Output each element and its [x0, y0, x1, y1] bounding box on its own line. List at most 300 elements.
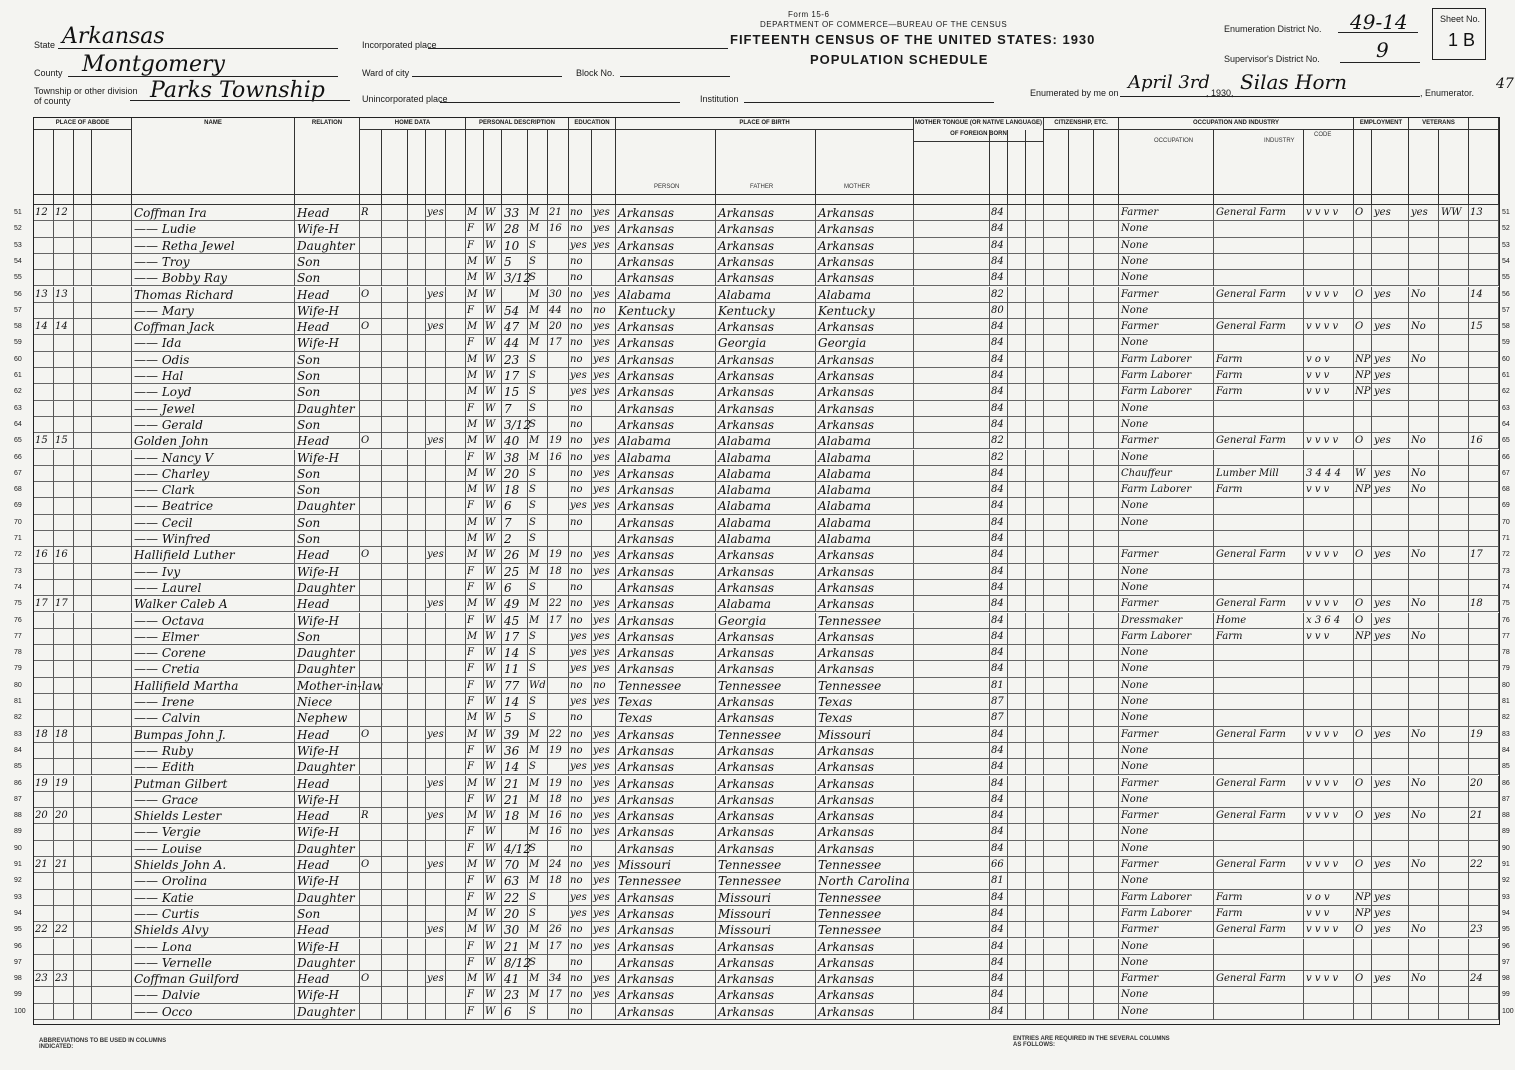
column-header-dw [34, 130, 54, 194]
cell-pb: Arkansas [616, 759, 716, 775]
cell-radio [426, 661, 446, 677]
cell-farm [1469, 515, 1499, 531]
cell-war [1439, 1004, 1469, 1020]
cell-imm [1044, 922, 1069, 938]
census-row [14, 792, 1510, 808]
cell-ind: Farm [1214, 890, 1304, 906]
cell-nat [1069, 759, 1094, 775]
cell-sch: no [569, 580, 592, 596]
cell-blank [92, 808, 132, 824]
cell-sch: no [569, 710, 592, 726]
cell-pb: Arkansas [616, 629, 716, 645]
cell-mar: S [528, 955, 548, 971]
cell-fb: Alabama [716, 498, 816, 514]
group-relation: RELATION [295, 118, 360, 130]
line-number-right: 79 [1502, 665, 1510, 673]
cell-own [360, 352, 382, 368]
cell-am: 30 [548, 287, 569, 303]
cell-mb: Arkansas [816, 254, 914, 270]
cell-name: —— Charley [132, 466, 295, 482]
cell-mb: North Carolina [816, 873, 914, 889]
cell-own [360, 922, 382, 938]
cell-age: 21 [502, 776, 528, 792]
cell-c3 [1026, 694, 1044, 710]
cell-c2 [1008, 1004, 1026, 1020]
cell-occ: None [1119, 1004, 1214, 1020]
cell-mar: M [528, 808, 548, 824]
cell-pb: Arkansas [616, 890, 716, 906]
cell-fb: Arkansas [716, 319, 816, 335]
cell-farm [1469, 792, 1499, 808]
line-number-right: 88 [1502, 812, 1510, 820]
cell-age: 23 [502, 352, 528, 368]
cell-farmh [446, 727, 466, 743]
cell-visit [74, 352, 92, 368]
cell-race: W [484, 450, 502, 466]
cell-blank [92, 939, 132, 955]
cell-pb: Arkansas [616, 792, 716, 808]
line-number: 99 [14, 991, 22, 999]
cell-eng [1094, 270, 1119, 286]
cell-farmh [446, 287, 466, 303]
cell-ocode: v v v [1304, 482, 1354, 498]
cell-read: yes [592, 808, 616, 824]
cell-own [360, 482, 382, 498]
column-header-name [132, 130, 295, 194]
cell-sch: yes [569, 694, 592, 710]
cell-vet [1409, 238, 1439, 254]
subhead-mother: MOTHER [844, 184, 870, 190]
cell-blank [92, 450, 132, 466]
cell-mb: Texas [816, 710, 914, 726]
cell-am: 16 [548, 808, 569, 824]
cell-read: yes [592, 890, 616, 906]
cell-war [1439, 890, 1469, 906]
cell-radio [426, 890, 446, 906]
cell-ind [1214, 580, 1304, 596]
cell-radio [426, 221, 446, 237]
cell-code: 84 [990, 564, 1008, 580]
cell-work [1372, 759, 1409, 775]
cell-visit [74, 580, 92, 596]
cell-mb: Tennessee [816, 906, 914, 922]
census-row [14, 776, 1510, 792]
cell-lang [914, 776, 990, 792]
cell-age: 4/12 [504, 841, 531, 856]
cell-ocode: v v v v [1304, 776, 1354, 792]
cell-dw [34, 841, 54, 857]
cell-am [548, 694, 569, 710]
form-footer [33, 1024, 1498, 1068]
cell-fb: Arkansas [716, 417, 816, 433]
cell-blank [92, 841, 132, 857]
cell-lang [914, 417, 990, 433]
census-row [14, 645, 1510, 661]
cell-fb: Arkansas [716, 384, 816, 400]
cell-c3 [1026, 776, 1044, 792]
cell-read: no [592, 678, 616, 694]
cell-am [548, 629, 569, 645]
group-birth: PLACE OF BIRTH [616, 118, 914, 130]
group-employment: EMPLOYMENT [1354, 118, 1409, 130]
cell-work: yes [1372, 922, 1409, 938]
cell-c3 [1026, 841, 1044, 857]
cell-farmh [446, 710, 466, 726]
cell-age: 38 [502, 450, 528, 466]
cell-am [548, 384, 569, 400]
cell-war [1439, 841, 1469, 857]
cell-eng [1094, 205, 1119, 221]
cell-mar: S [528, 661, 548, 677]
cell-code: 84 [990, 613, 1008, 629]
cell-rel: Mother-in-law [297, 678, 383, 693]
cell-dw [34, 645, 54, 661]
cell-race: W [484, 270, 502, 286]
cell-mar: M [528, 873, 548, 889]
line-number: 100 [14, 1007, 26, 1015]
cell-am [548, 906, 569, 922]
cell-rel: Daughter [295, 955, 360, 971]
cell-code: 84 [990, 221, 1008, 237]
cell-name: —— Corene [132, 645, 295, 661]
cell-sex: F [466, 238, 484, 254]
cell-cls [1354, 515, 1372, 531]
cell-sch: no [569, 319, 592, 335]
cell-work [1372, 564, 1409, 580]
cell-am: 34 [548, 971, 569, 987]
cell-fb: Kentucky [716, 303, 816, 319]
cell-code: 84 [990, 596, 1008, 612]
cell-am: 22 [548, 596, 569, 612]
group-abode: PLACE OF ABODE [34, 118, 132, 130]
cell-c2 [1008, 335, 1026, 351]
cell-ind: Home [1214, 613, 1304, 629]
cell-fb: Alabama [716, 482, 816, 498]
cell-blank [92, 987, 132, 1003]
cell-age: 36 [502, 743, 528, 759]
cell-fb: Arkansas [716, 205, 816, 221]
cell-code: 82 [990, 433, 1008, 449]
cell-radio2 [408, 498, 426, 514]
line-number-right: 71 [1502, 535, 1510, 542]
cell-val [382, 205, 408, 221]
cell-nat [1069, 824, 1094, 840]
cell-occ: Farmer [1119, 547, 1214, 563]
cell-val [382, 694, 408, 710]
cell-sch: no [569, 205, 592, 221]
cell-age: 14 [502, 645, 528, 661]
cell-blank [92, 596, 132, 612]
cell-farm [1469, 482, 1499, 498]
column-header-radio [426, 130, 446, 194]
cell-nat [1069, 955, 1094, 971]
cell-c3 [1026, 661, 1044, 677]
cell-mb: Arkansas [816, 955, 914, 971]
cell-race: W [484, 613, 502, 629]
cell-radio [426, 710, 446, 726]
cell-age: 20 [502, 466, 528, 482]
cell-visit [74, 613, 92, 629]
cell-code: 84 [990, 352, 1008, 368]
cell-nat [1069, 873, 1094, 889]
cell-ocode [1304, 678, 1354, 694]
line-number-right: 89 [1502, 828, 1510, 836]
cell-c3 [1026, 824, 1044, 840]
cell-radio2 [408, 270, 426, 286]
cell-sch: no [569, 792, 592, 808]
cell-mar: S [528, 498, 548, 514]
cell-c3 [1026, 857, 1044, 873]
cell-blank [92, 890, 132, 906]
cell-rel: Son [295, 515, 360, 531]
cell-ocode: v v v [1304, 384, 1354, 400]
cell-work [1372, 580, 1409, 596]
cell-read: yes [592, 368, 616, 384]
cell-val [382, 906, 408, 922]
cell-eng [1094, 922, 1119, 938]
cell-ocode [1304, 743, 1354, 759]
cell-fam [54, 645, 74, 661]
cell-fb: Arkansas [716, 955, 816, 971]
cell-c2 [1008, 841, 1026, 857]
cell-work: yes [1372, 629, 1409, 645]
cell-farm [1469, 955, 1499, 971]
cell-race: W [484, 710, 502, 726]
cell-read: yes [592, 629, 616, 645]
cell-dw [34, 873, 54, 889]
column-number-cell [295, 194, 360, 205]
cell-val [382, 857, 408, 873]
line-number-right: 64 [1502, 420, 1510, 428]
cell-code: 84 [990, 890, 1008, 906]
cell-pb: Arkansas [616, 906, 716, 922]
cell-radio [426, 824, 446, 840]
cell-own [360, 841, 382, 857]
cell-occ: None [1119, 873, 1214, 889]
cell-farm [1469, 238, 1499, 254]
cell-code: 84 [990, 645, 1008, 661]
group-personal: PERSONAL DESCRIPTION [466, 118, 569, 130]
cell-fam: 15 [54, 433, 74, 449]
cell-mar: M [528, 547, 548, 563]
cell-mb: Arkansas [816, 971, 914, 987]
cell-lang [914, 368, 990, 384]
column-header-fb [716, 130, 816, 194]
cell-fb: Arkansas [716, 645, 816, 661]
cell-farmh [446, 466, 466, 482]
cell-eng [1094, 808, 1119, 824]
cell-am [548, 482, 569, 498]
cell-nat [1069, 531, 1094, 547]
cell-own: O [360, 547, 382, 563]
column-header-age [502, 130, 528, 194]
cell-own: O [360, 319, 382, 335]
cell-c2 [1008, 792, 1026, 808]
cell-eng [1094, 238, 1119, 254]
census-row [14, 433, 1510, 449]
cell-cls: NP [1354, 906, 1372, 922]
cell-visit [74, 678, 92, 694]
cell-war [1439, 368, 1469, 384]
cell-lang [914, 466, 990, 482]
cell-occ: Farmer [1119, 971, 1214, 987]
cell-imm [1044, 531, 1069, 547]
cell-own [360, 759, 382, 775]
cell-age: 39 [502, 727, 528, 743]
cell-c2 [1008, 955, 1026, 971]
column-number-cell [1354, 194, 1372, 205]
line-number: 94 [14, 909, 22, 917]
cell-nat [1069, 547, 1094, 563]
cell-pb: Tennessee [616, 873, 716, 889]
cell-sch: no [569, 857, 592, 873]
cell-radio [426, 450, 446, 466]
cell-c3 [1026, 254, 1044, 270]
entries-title: ENTRIES ARE REQUIRED IN THE SEVERAL COLUMNS AS FOLLOWS: [1013, 1036, 1170, 1048]
cell-radio2 [408, 890, 426, 906]
cell-radio [426, 384, 446, 400]
cell-rel: Head [295, 776, 360, 792]
cell-rel: Son [295, 270, 360, 286]
cell-mar: S [528, 759, 548, 775]
column-number-cell [34, 194, 54, 205]
cell-c2 [1008, 450, 1026, 466]
cell-name: —— Winfred [132, 531, 295, 547]
cell-mb: Alabama [816, 531, 914, 547]
cell-cls: O [1354, 433, 1372, 449]
cell-fam [54, 270, 74, 286]
cell-nat [1069, 303, 1094, 319]
cell-fb: Tennessee [716, 727, 816, 743]
cell-war [1439, 776, 1469, 792]
cell-eng [1094, 547, 1119, 563]
cell-c2 [1008, 287, 1026, 303]
line-number-right: 63 [1502, 404, 1510, 412]
cell-farm [1469, 906, 1499, 922]
census-row [14, 482, 1510, 498]
cell-ocode [1304, 238, 1354, 254]
cell-c2 [1008, 987, 1026, 1003]
cell-ind: Farm [1214, 906, 1304, 922]
cell-sex: M [466, 808, 484, 824]
census-row [14, 629, 1510, 645]
cell-occ: None [1119, 710, 1214, 726]
cell-farmh [446, 401, 466, 417]
cell-race: W [484, 352, 502, 368]
column-number-cell [1214, 194, 1304, 205]
township-value: Parks Township [150, 78, 325, 103]
cell-cls [1354, 792, 1372, 808]
cell-race: W [484, 727, 502, 743]
cell-eng [1094, 287, 1119, 303]
census-row [14, 303, 1510, 319]
line-number: 60 [14, 355, 22, 363]
cell-ocode [1304, 254, 1354, 270]
cell-imm [1044, 873, 1069, 889]
cell-occ: None [1119, 303, 1214, 319]
cell-lang [914, 661, 990, 677]
cell-fam [54, 939, 74, 955]
cell-own [360, 515, 382, 531]
cell-war [1439, 661, 1469, 677]
column-header-val [382, 130, 408, 194]
cell-sex: F [466, 824, 484, 840]
census-row [14, 466, 1510, 482]
cell-radio: yes [426, 808, 446, 824]
cell-fb: Arkansas [716, 808, 816, 824]
cell-fam [54, 352, 74, 368]
cell-mar: S [528, 368, 548, 384]
cell-ocode [1304, 221, 1354, 237]
cell-radio2 [408, 857, 426, 873]
column-number-cell [426, 194, 446, 205]
cell-cls [1354, 238, 1372, 254]
cell-farm: 16 [1469, 433, 1499, 449]
cell-c2 [1008, 596, 1026, 612]
cell-age [502, 287, 528, 303]
cell-sch [569, 531, 592, 547]
cell-lang [914, 482, 990, 498]
cell-own [360, 824, 382, 840]
cell-ocode: v v v v [1304, 205, 1354, 221]
cell-cls [1354, 841, 1372, 857]
cell-radio [426, 303, 446, 319]
cell-lang [914, 319, 990, 335]
cell-imm [1044, 335, 1069, 351]
cell-c3 [1026, 873, 1044, 889]
cell-lang [914, 906, 990, 922]
cell-sex: F [466, 792, 484, 808]
cell-sch: no [569, 1004, 592, 1020]
cell-name: —— Bobby Ray [132, 270, 295, 286]
cell-farm: 20 [1469, 776, 1499, 792]
cell-val [382, 727, 408, 743]
cell-ind [1214, 515, 1304, 531]
cell-nat [1069, 238, 1094, 254]
cell-farmh [446, 531, 466, 547]
cell-rel: Head [295, 971, 360, 987]
cell-radio [426, 531, 446, 547]
cell-eng [1094, 661, 1119, 677]
cell-ocode: v v v [1304, 629, 1354, 645]
cell-war [1439, 857, 1469, 873]
enumerator-label: , Enumerator. [1420, 88, 1475, 98]
cell-race: W [484, 661, 502, 677]
cell-fam [54, 221, 74, 237]
cell-occ: Farm Laborer [1119, 629, 1214, 645]
cell-imm [1044, 303, 1069, 319]
cell-sex: M [466, 254, 484, 270]
cell-blank [92, 776, 132, 792]
cell-val [382, 661, 408, 677]
line-number-right: 75 [1502, 600, 1510, 608]
cell-farm: 22 [1469, 857, 1499, 873]
cell-pb: Arkansas [616, 270, 716, 286]
cell-mb: Tennessee [816, 890, 914, 906]
cell-own: O [360, 857, 382, 873]
cell-cls [1354, 955, 1372, 971]
line-number: 98 [14, 975, 22, 983]
cell-war [1439, 580, 1469, 596]
cell-c2 [1008, 939, 1026, 955]
cell-nat [1069, 335, 1094, 351]
county-label: County [34, 68, 63, 78]
census-row [14, 841, 1510, 857]
state-value: Arkansas [62, 24, 165, 49]
cell-vet [1409, 384, 1439, 400]
cell-mb: Arkansas [816, 629, 914, 645]
cell-c3 [1026, 205, 1044, 221]
